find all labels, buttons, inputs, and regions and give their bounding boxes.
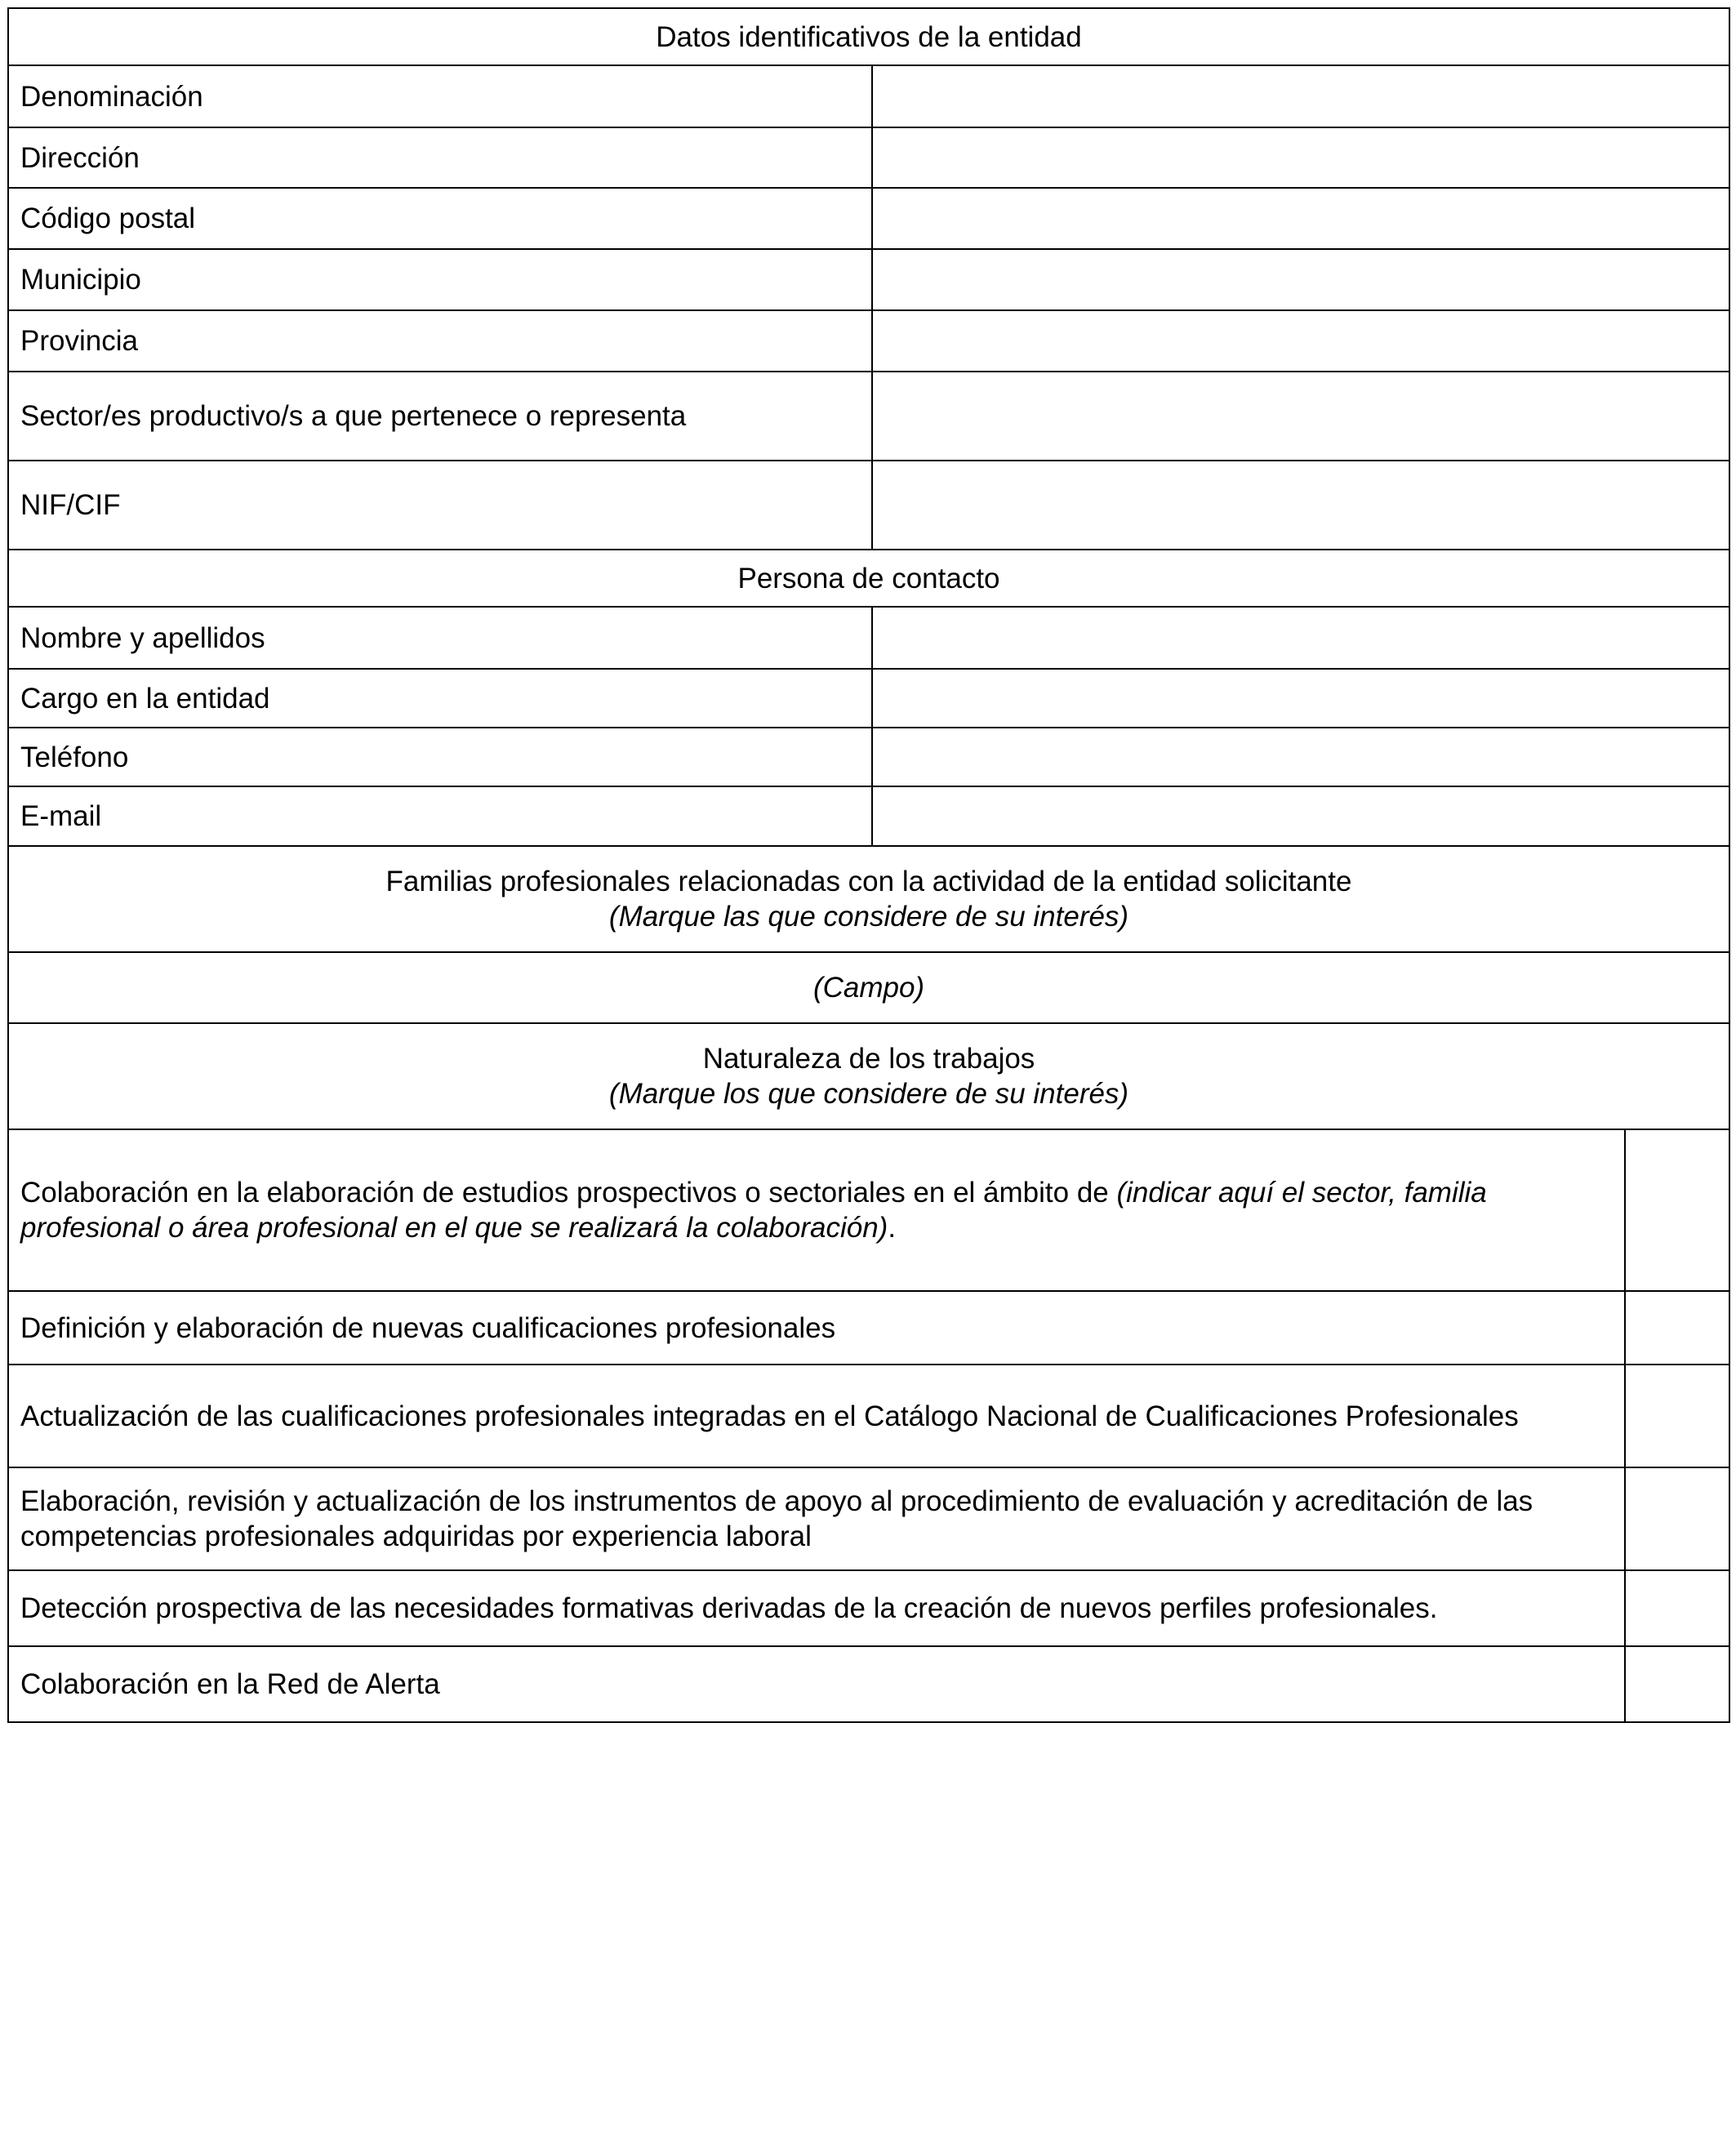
work-item-checkbox[interactable] <box>1625 1646 1729 1722</box>
work-item-checkbox[interactable] <box>1625 1570 1729 1646</box>
field-label-cargo: Cargo en la entidad <box>8 669 872 728</box>
field-input-nif-cif[interactable] <box>872 461 1729 550</box>
entity-section-heading: Datos identificativos de la entidad <box>8 8 1729 65</box>
field-input-codigo-postal[interactable] <box>872 188 1729 249</box>
work-item-italic-hint: (indicar aquí el sector, familia profesional o área profesional en el que se realizará la colaboración) <box>20 1177 1487 1244</box>
work-section-heading <box>8 1023 1729 1129</box>
families-heading-text: Familias profesionales relacionadas con la actividad de la entidad solicitante <box>385 866 1352 897</box>
families-field[interactable]: (Campo) <box>8 952 1729 1023</box>
field-input-email[interactable] <box>872 786 1729 846</box>
work-heading-text: Naturaleza de los trabajos <box>702 1043 1035 1075</box>
work-item-checkbox[interactable] <box>1625 1129 1729 1291</box>
field-label-nombre: Nombre y apellidos <box>8 607 872 669</box>
field-label-codigo-postal: Código postal <box>8 188 872 249</box>
work-item-deteccion: Detección prospectiva de las necesidades formativas derivadas de la creación de nuevos perfiles profesionales. <box>8 1570 1625 1646</box>
entity-contact-table <box>7 7 1730 847</box>
field-input-denominacion[interactable] <box>872 65 1729 127</box>
field-input-municipio[interactable] <box>872 249 1729 310</box>
field-label-email: E-mail <box>8 786 872 846</box>
work-heading-note: (Marque los que considere de su interés) <box>608 1078 1129 1110</box>
works-table <box>7 845 1730 1723</box>
field-input-telefono[interactable] <box>872 728 1729 786</box>
field-input-direccion[interactable] <box>872 127 1729 188</box>
field-label-nif-cif: NIF/CIF <box>8 461 872 550</box>
field-input-provincia[interactable] <box>872 310 1729 372</box>
work-item-text: Colaboración en la elaboración de estudios prospectivos o sectoriales en el ámbito de <box>20 1177 1117 1209</box>
field-label-denominacion: Denominación <box>8 65 872 127</box>
field-label-telefono: Teléfono <box>8 728 872 786</box>
field-label-direccion: Dirección <box>8 127 872 188</box>
work-item-elaboracion: Elaboración, revisión y actualización de los instrumentos de apoyo al procedimiento de evaluación y acreditación de las competencias profesionales adquiridas por experiencia laboral <box>8 1467 1625 1570</box>
work-item-checkbox[interactable] <box>1625 1467 1729 1570</box>
field-input-nombre[interactable] <box>872 607 1729 669</box>
work-item-red-alerta: Colaboración en la Red de Alerta <box>8 1646 1625 1722</box>
field-label-municipio: Municipio <box>8 249 872 310</box>
work-item-checkbox[interactable] <box>1625 1291 1729 1365</box>
work-item-checkbox[interactable] <box>1625 1365 1729 1467</box>
application-form <box>7 7 1729 1723</box>
field-input-cargo[interactable] <box>872 669 1729 728</box>
work-item-actualizacion: Actualización de las cualificaciones profesionales integradas en el Catálogo Nacional de Cualificaciones Profesionales <box>8 1365 1625 1467</box>
work-item-estudios <box>8 1129 1625 1291</box>
work-item-suffix: . <box>888 1212 897 1244</box>
families-heading-note: (Marque las que considere de su interés) <box>608 901 1129 933</box>
field-label-sector: Sector/es productivo/s a que pertenece o representa <box>8 372 872 461</box>
contact-section-heading: Persona de contacto <box>8 550 1729 607</box>
work-item-definicion: Definición y elaboración de nuevas cualificaciones profesionales <box>8 1291 1625 1365</box>
field-input-sector[interactable] <box>872 372 1729 461</box>
families-section-heading <box>8 846 1729 952</box>
field-label-provincia: Provincia <box>8 310 872 372</box>
